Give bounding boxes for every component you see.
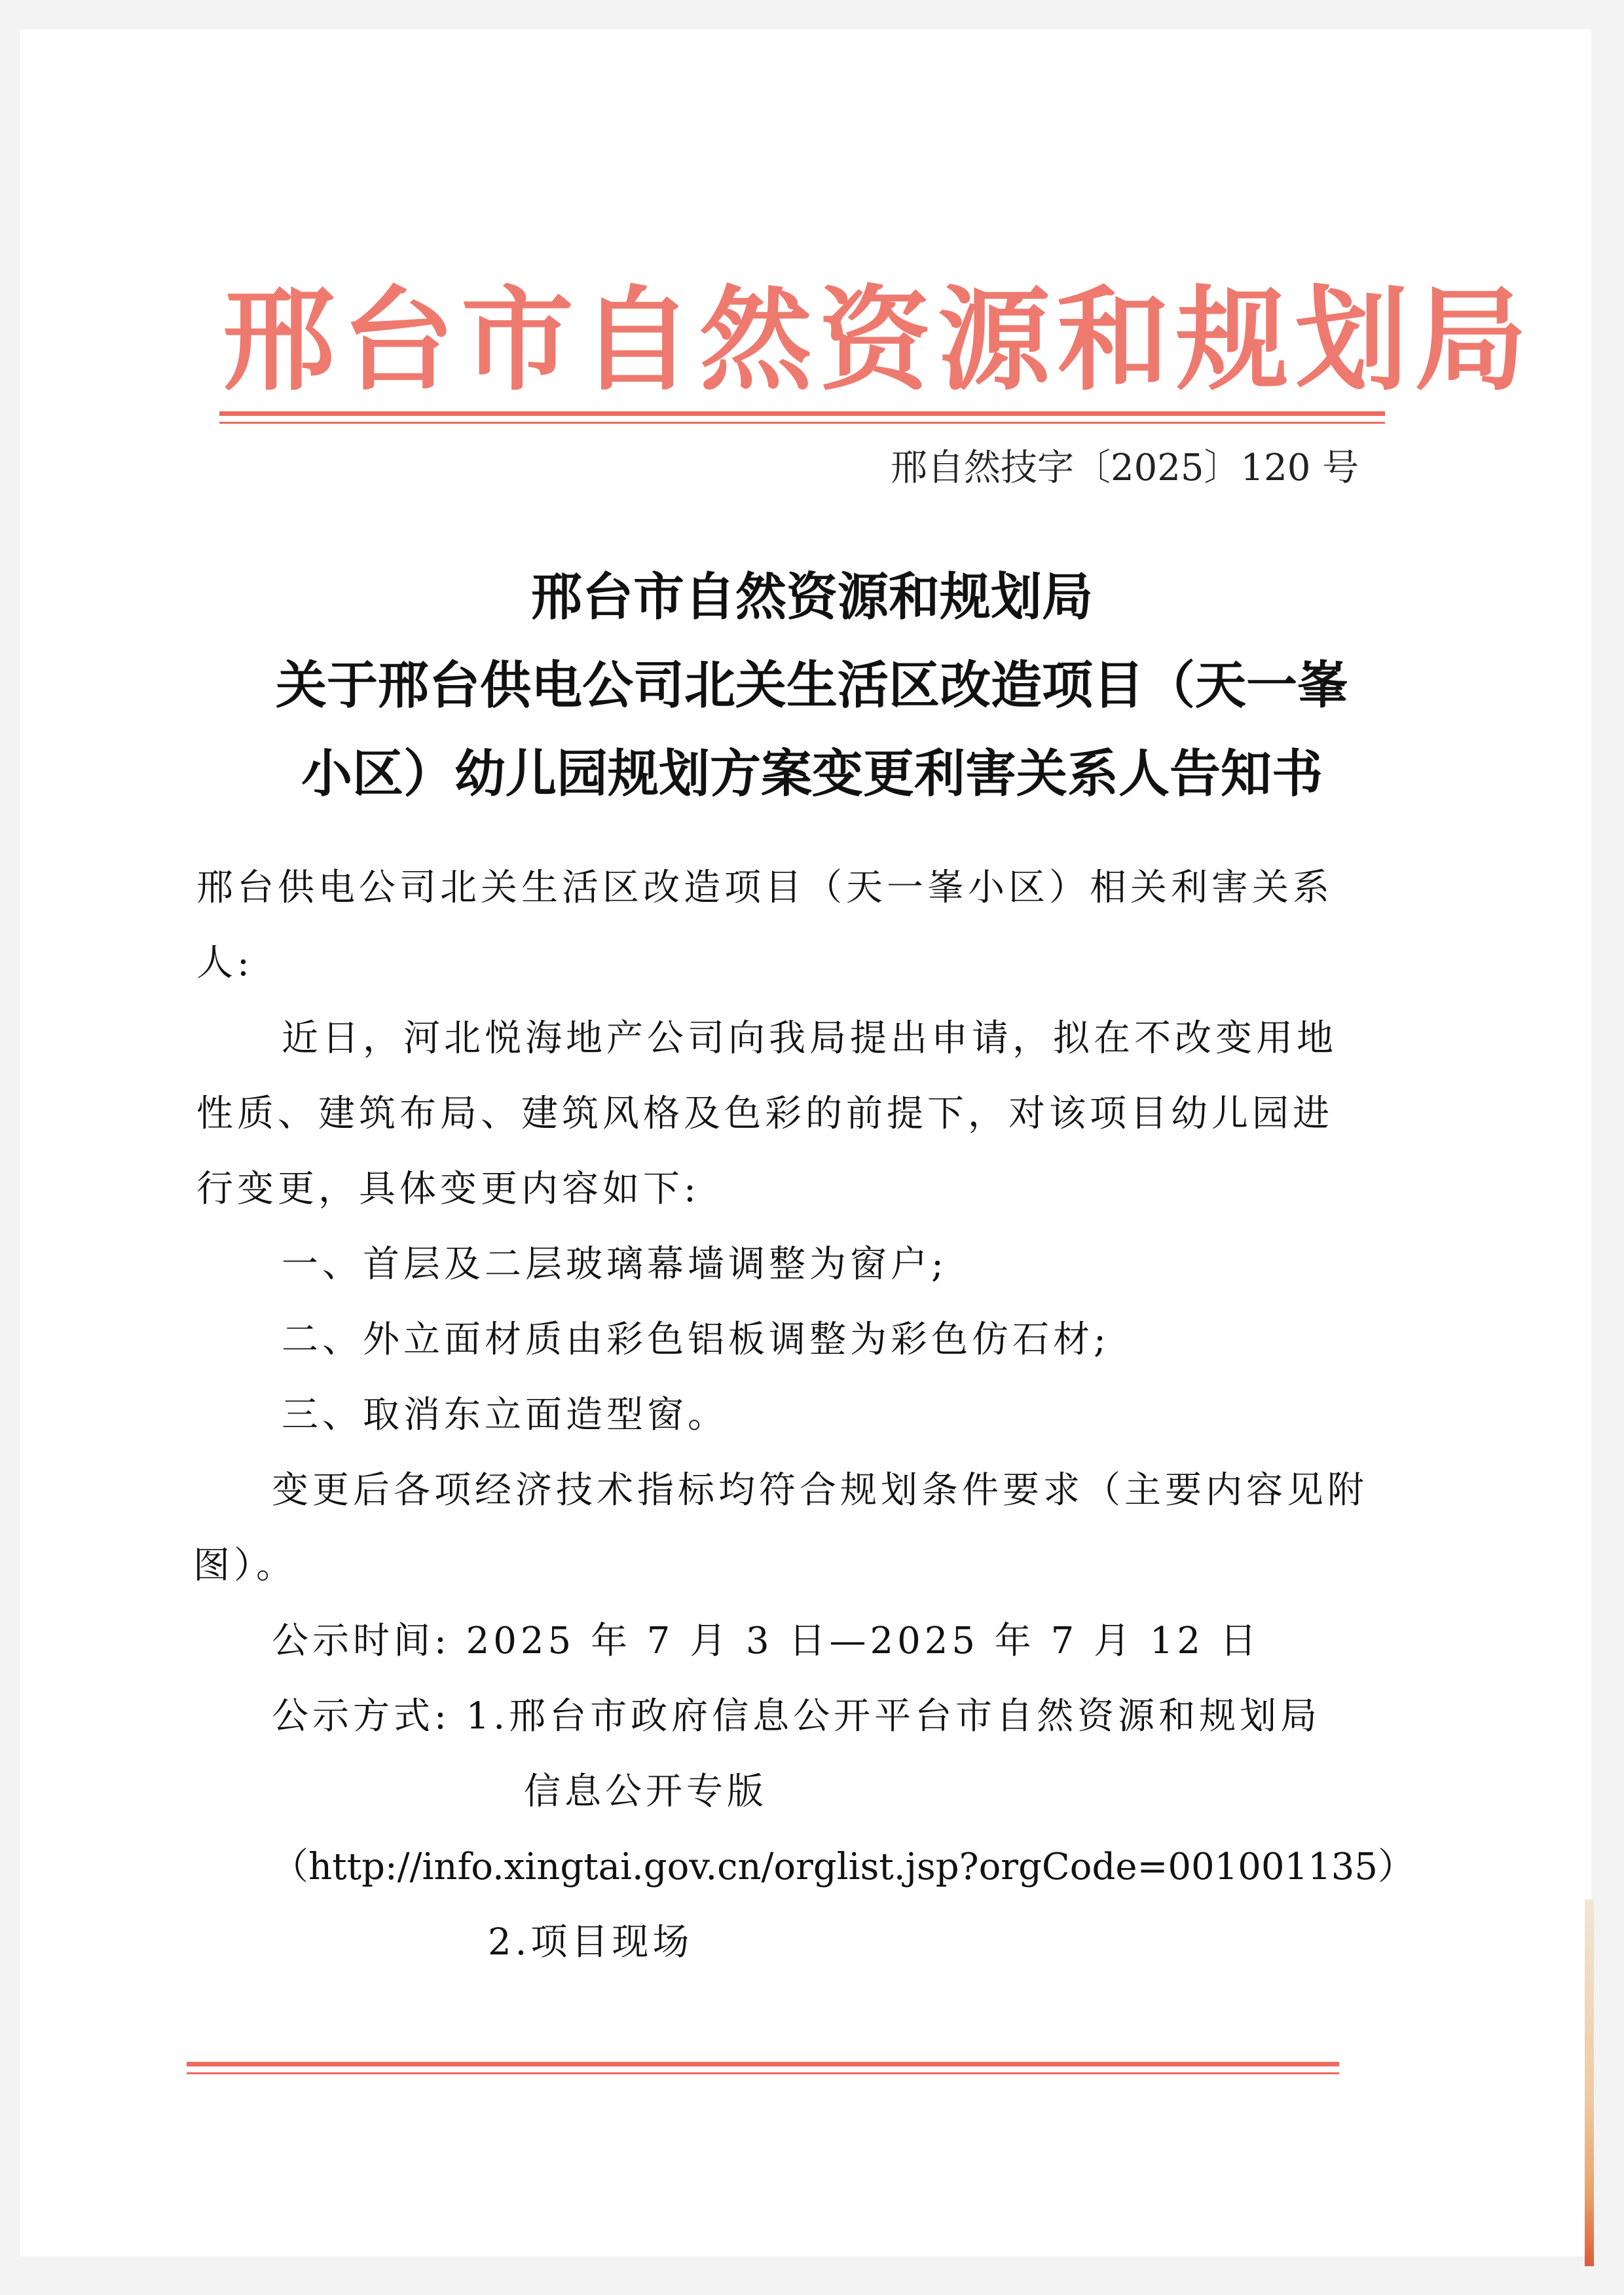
header-red-rule-thin (219, 422, 1385, 424)
change-item-2: 二、外立面材质由彩色铝板调整为彩色仿石材; (282, 1318, 1110, 1361)
paragraph-2-line-2: 图）。 (193, 1544, 297, 1587)
notice-method-line-2: 信息公开专版 (524, 1770, 767, 1813)
notice-url: （http://info.xingtai.gov.cn/orglist.jsp?orgCode=001001135） (272, 1846, 1415, 1888)
change-item-3: 三、取消东立面造型窗。 (282, 1394, 728, 1436)
header-red-rule-thick (219, 411, 1385, 416)
paragraph-1-line-3: 行变更，具体变更内容如下: (196, 1168, 700, 1210)
paragraph-1-line-1: 近日，河北悦海地产公司向我局提出申请，拟在不改变用地 (282, 1017, 1337, 1060)
paragraph-2-line-1: 变更后各项经济技术指标均符合规划条件要求（主要内容见附 (272, 1469, 1368, 1512)
title-line-3: 小区）幼儿园规划方案变更利害关系人告知书 (301, 745, 1323, 804)
salutation-line-1: 邢台供电公司北关生活区改造项目（天一峯小区）相关利害关系 (196, 867, 1333, 909)
paragraph-1-line-2: 性质、建筑布局、建筑风格及色彩的前提下，对该项目幼儿园进 (196, 1092, 1333, 1135)
document-title (196, 553, 1428, 819)
notice-method-line-1: 公示方式: 1.邢台市政府信息公开平台市自然资源和规划局 (272, 1695, 1321, 1738)
title-line-1: 邢台市自然资源和规划局 (530, 568, 1093, 627)
notice-method-item-2: 2.项目现场 (488, 1921, 693, 1964)
document-number: 邢自然技字〔2025〕120 号 (891, 447, 1359, 489)
footer-red-rule-thick (187, 2062, 1339, 2066)
footer-red-rule-thin (187, 2072, 1339, 2074)
title-line-2: 关于邢台供电公司北关生活区改造项目（天一峯 (275, 656, 1348, 715)
salutation-line-2: 人: (196, 942, 253, 984)
issuing-authority-header: 邢台市自然资源和规划局 (223, 274, 1534, 406)
notice-time: 公示时间: 2025 年 7 月 3 日—2025 年 7 月 12 日 (272, 1620, 1261, 1662)
scan-edge-stripe (1585, 1899, 1594, 2266)
change-item-1: 一、首层及二层玻璃幕墙调整为窗户; (282, 1243, 948, 1286)
